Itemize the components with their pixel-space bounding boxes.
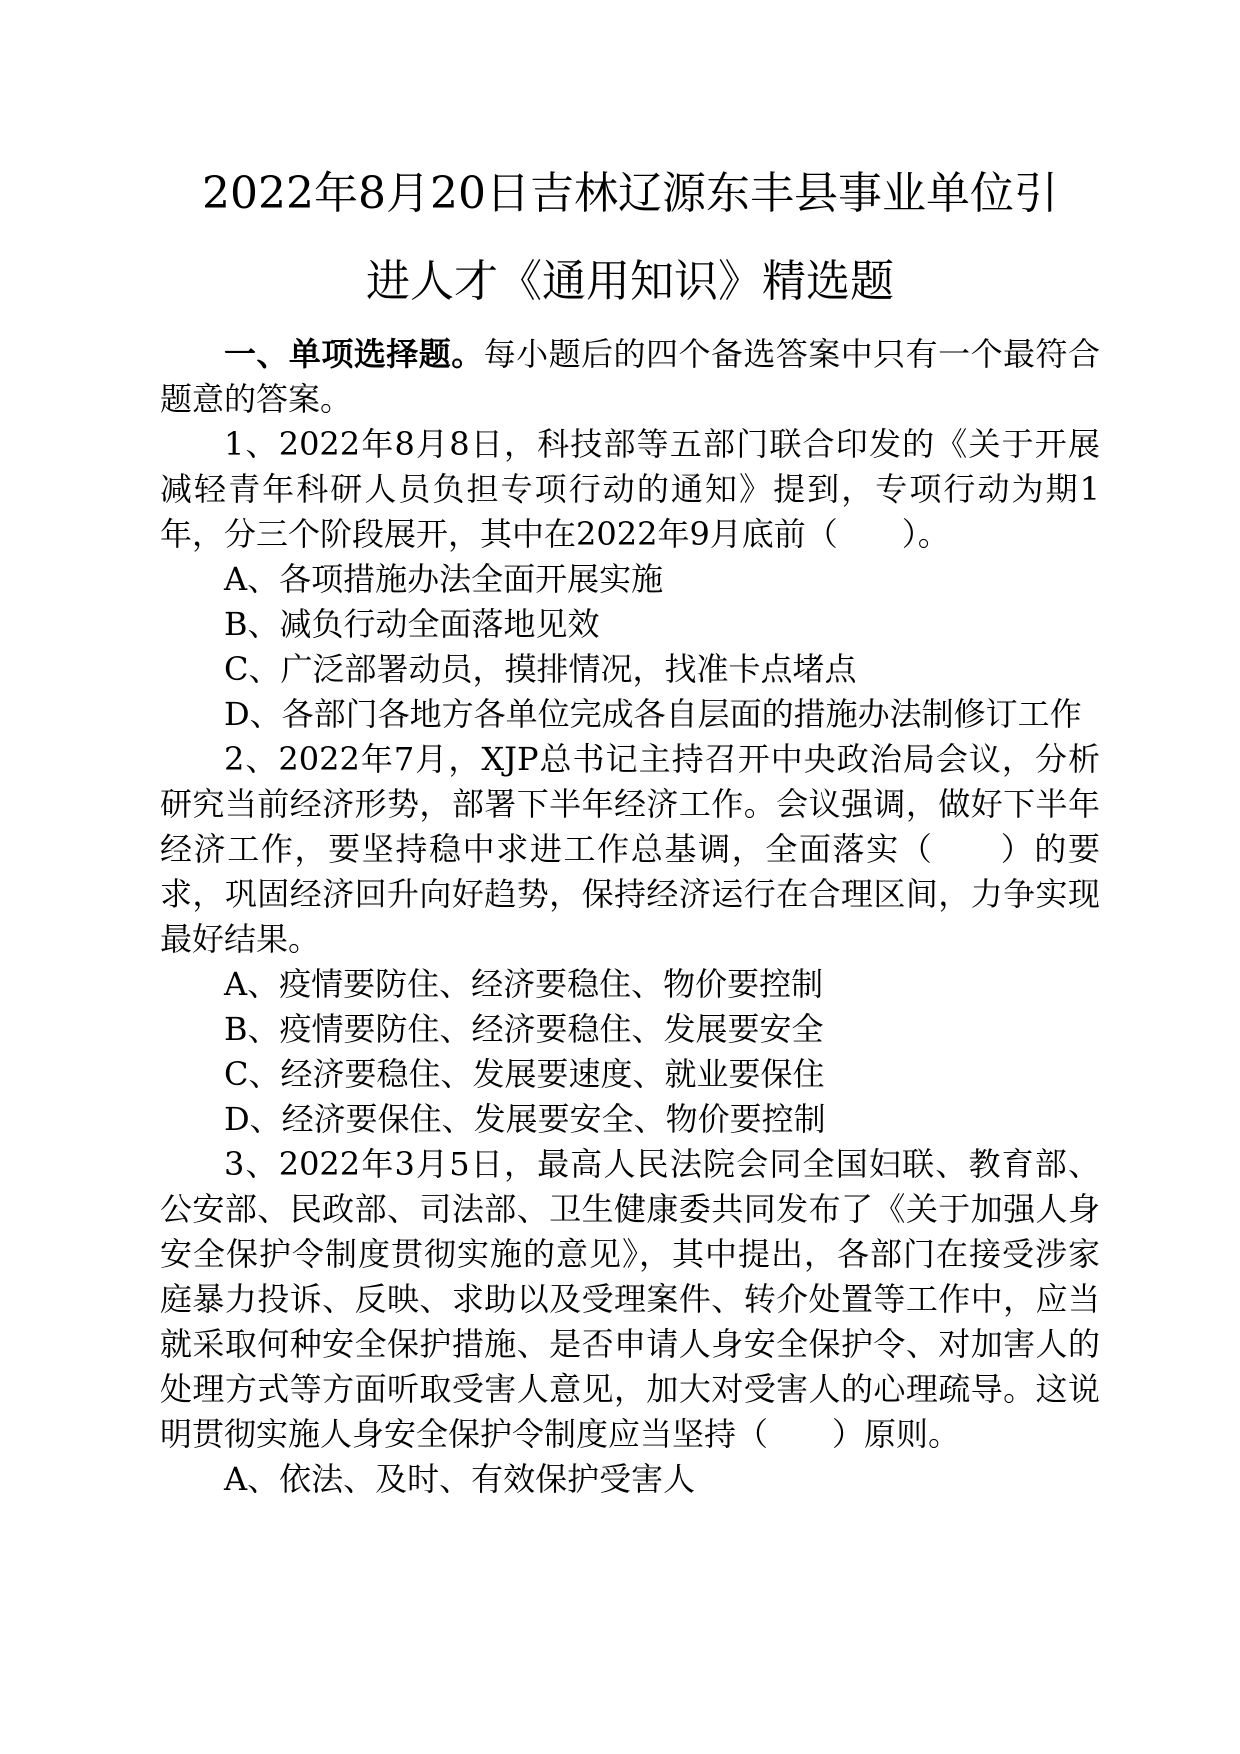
section-heading-label: 一、单项选择题。: [224, 335, 484, 373]
question-1-option-d: D、各部门各地方各单位完成各自层面的措施办法制修订工作: [224, 695, 1082, 733]
question-2-option-d: D、经济要保住、发展要安全、物价要控制: [224, 1100, 826, 1138]
question-3-text: 3、2022年3月5日，最高人民法院会同全国妇联、教育部、公安部、民政部、司法部、卫生健康委共同发布了《关于加强人身安全保护令制度贯彻实施的意见》，其中提出，各部门在接受涉家庭暴力投诉、反映、求助以及受理案件、转介处置等工作中，应当就采取何种安全保护措施、是否申请人身安全保护令、对加害人的处理方式等方面听取受害人意见，加大对受害人的心理疏导。这说明贯彻实施人身安全保护令制度应当坚持（ ）原则。: [160, 1145, 1100, 1453]
question-1-option-b: B、减负行动全面落地见效: [224, 605, 600, 643]
question-1-text: 1、2022年8月8日，科技部等五部门联合印发的《关于开展减轻青年科研人员负担专项行动的通知》提到，专项行动为期1年，分三个阶段展开，其中在2022年9月底前（ ）。: [160, 425, 1100, 553]
question-3-option-a: A、依法、及时、有效保护受害人: [224, 1460, 696, 1498]
document-title: [160, 150, 1100, 326]
question-1-option-c: C、广泛部署动员，摸排情况，找准卡点堵点: [224, 650, 857, 688]
section-heading: [160, 332, 1100, 422]
question-2-option-c: C、经济要稳住、发展要速度、就业要保住: [224, 1055, 825, 1093]
question-1-option-a: A、各项措施办法全面开展实施: [224, 560, 664, 598]
question-2-option-a: A、疫情要防住、经济要稳住、物价要控制: [224, 965, 824, 1003]
question-2-option-b: B、疫情要防住、经济要稳住、发展要安全: [224, 1010, 824, 1048]
question-2-text: 2、2022年7月，XJP总书记主持召开中央政治局会议，分析研究当前经济形势，部署下半年经济工作。会议强调，做好下半年经济工作，要坚持稳中求进工作总基调，全面落实（ ）的要求，巩固经济回升向好趋势，保持经济运行在合理区间，力争实现最好结果。: [160, 740, 1100, 958]
title-line-1: 2022年8月20日吉林辽源东丰县事业单位引: [202, 168, 1058, 219]
document-page: [160, 150, 1100, 1502]
title-line-2: 进人才《通用知识》精选题: [366, 256, 894, 307]
section-instruction: 每小题后的四个备选答案中只有一个最符合题意的答案。: [160, 335, 1100, 418]
